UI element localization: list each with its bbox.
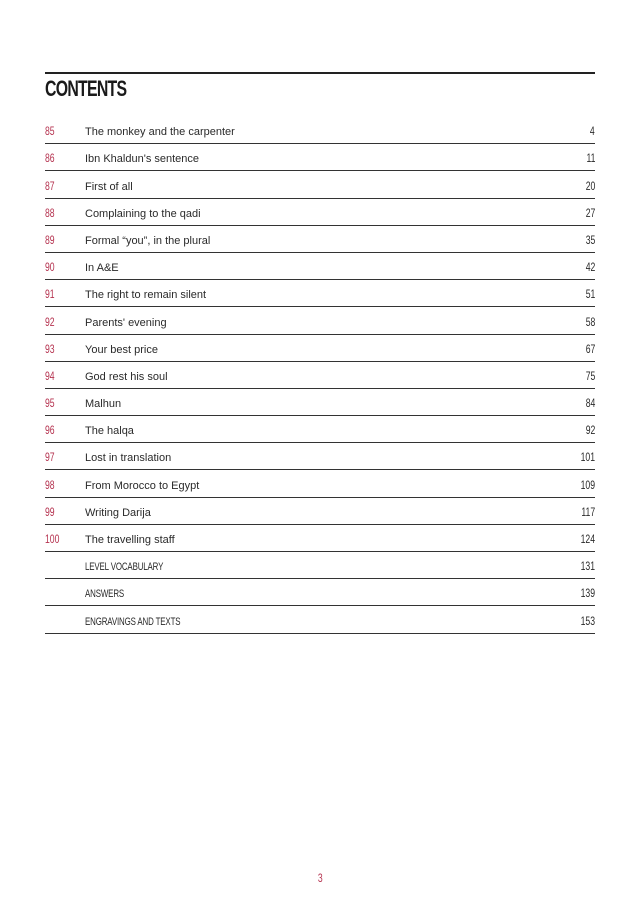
toc-row[interactable]: [45, 308, 595, 334]
lesson-title: In A&E: [85, 262, 119, 275]
appendix-title: LEVEL VOCABULARY: [85, 561, 164, 574]
lesson-title: Writing Darija: [85, 506, 151, 519]
appendix-row-engravings-and-texts[interactable]: [45, 607, 595, 633]
toc-row[interactable]: [45, 471, 595, 497]
page-reference: 35: [585, 232, 595, 247]
toc-row[interactable]: [45, 254, 595, 280]
lesson-number: 89: [45, 232, 55, 247]
page-reference: 92: [585, 423, 595, 438]
toc-row[interactable]: [45, 118, 595, 144]
page-reference: 101: [580, 450, 595, 465]
lesson-title: God rest his soul: [85, 370, 168, 383]
page-number-text: 3: [317, 871, 323, 885]
lesson-title: From Morocco to Egypt: [85, 479, 200, 492]
lesson-number: 90: [45, 260, 55, 275]
lesson-number: 92: [45, 314, 55, 329]
page-reference: 109: [580, 477, 595, 492]
toc-row[interactable]: [45, 145, 595, 171]
lesson-number: 96: [45, 423, 55, 438]
lesson-number: 97: [45, 450, 55, 465]
page-reference: 11: [586, 151, 595, 166]
lesson-number: 93: [45, 341, 55, 356]
lesson-title: Complaining to the qadi: [85, 207, 201, 220]
lesson-number: 95: [45, 396, 55, 411]
toc-row[interactable]: [45, 444, 595, 470]
toc-row[interactable]: [45, 172, 595, 198]
lesson-title: The halqa: [85, 425, 134, 438]
page-reference: 84: [585, 396, 595, 411]
toc-row[interactable]: [45, 200, 595, 226]
lesson-number: 85: [45, 124, 55, 139]
toc-row[interactable]: [45, 390, 595, 416]
lesson-title: First of all: [85, 180, 133, 193]
lesson-number: 86: [45, 151, 55, 166]
toc-row[interactable]: [45, 417, 595, 443]
lesson-title: The monkey and the carpenter: [85, 126, 235, 139]
page-reference: 20: [585, 178, 595, 193]
page-reference: 139: [580, 586, 595, 601]
toc-row[interactable]: [45, 227, 595, 253]
page-reference: 117: [581, 504, 595, 519]
page-reference: 131: [580, 559, 595, 574]
lesson-number: 87: [45, 178, 55, 193]
toc-row[interactable]: [45, 526, 595, 552]
lesson-number: 100: [45, 532, 60, 546]
page-reference: 42: [585, 260, 595, 275]
lesson-title: Parents' evening: [85, 316, 167, 329]
lesson-title: Your best price: [85, 343, 158, 356]
appendix-title: ENGRAVINGS AND TEXTS: [85, 615, 181, 628]
page-title: CONTENTS: [45, 76, 127, 101]
lesson-title: Malhun: [85, 398, 122, 411]
page-reference: 153: [580, 613, 595, 628]
page-reference: 4: [590, 124, 595, 139]
toc-row[interactable]: [45, 499, 595, 525]
page-number: [0, 871, 640, 885]
lesson-title: Lost in translation: [85, 452, 172, 465]
lesson-number: 99: [45, 504, 55, 519]
page-reference: 58: [585, 314, 595, 329]
page-reference: 124: [580, 532, 595, 546]
lesson-title: Formal “you”, in the plural: [85, 234, 211, 247]
top-rule: [45, 72, 595, 74]
table-of-contents: [45, 118, 595, 635]
appendix-row-answers[interactable]: [45, 580, 595, 606]
toc-row[interactable]: [45, 363, 595, 389]
lesson-number: 94: [45, 368, 55, 383]
page-reference: 51: [585, 287, 595, 302]
page-reference: 67: [585, 341, 595, 356]
lesson-number: 91: [45, 287, 55, 302]
lesson-number: 88: [45, 205, 55, 220]
lesson-title: The travelling staff: [85, 534, 175, 546]
appendix-title: ANSWERS: [85, 588, 125, 601]
lesson-title: Ibn Khaldun's sentence: [85, 153, 200, 166]
page-reference: 27: [585, 205, 595, 220]
lesson-title: The right to remain silent: [85, 289, 207, 302]
lesson-number: 98: [45, 477, 55, 492]
page-reference: 75: [585, 368, 595, 383]
toc-row[interactable]: [45, 336, 595, 362]
toc-row[interactable]: [45, 281, 595, 307]
appendix-row-level-vocabulary[interactable]: [45, 553, 595, 579]
